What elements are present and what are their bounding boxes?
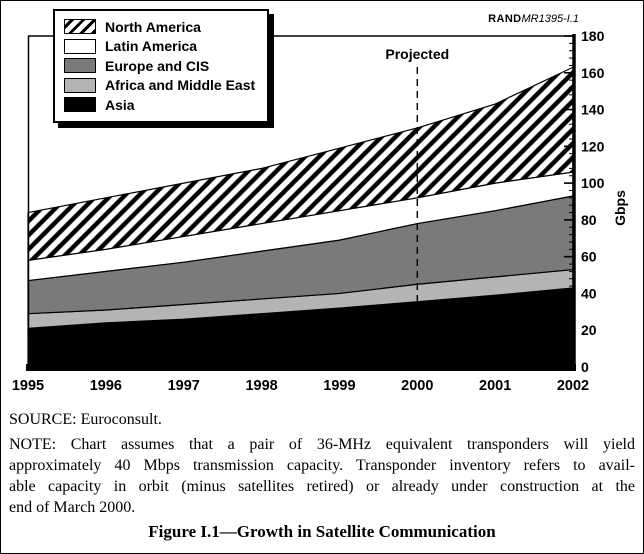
legend-item-africa-middle-east bbox=[64, 76, 255, 96]
chart-legend bbox=[53, 9, 269, 123]
x-tick-label: 2002 bbox=[556, 378, 590, 394]
note-line: approximately 40 Mbps transmission capacity. Transponder inventory refers to avail- bbox=[9, 457, 635, 474]
x-tick-label: 1996 bbox=[89, 378, 122, 394]
y-tick-label: 80 bbox=[581, 211, 597, 228]
note-text bbox=[9, 434, 635, 518]
bottom-axis-bar bbox=[26, 364, 576, 371]
north-america-hatch-swatch bbox=[64, 19, 96, 34]
report-number: MR1395-I.1 bbox=[521, 13, 579, 25]
legend-item-north-america bbox=[64, 17, 255, 37]
x-tick-label: 1999 bbox=[323, 378, 356, 394]
note-line: able capacity in orbit (minus satellites retired) or already under construction at the bbox=[9, 478, 635, 495]
legend-item-europe-cis bbox=[64, 56, 255, 76]
x-tick-label: 2000 bbox=[401, 378, 434, 394]
legend-item-latin-america bbox=[64, 37, 255, 57]
y-tick-label: 160 bbox=[581, 64, 605, 81]
note-line: NOTE: Chart assumes that a pair of 36-MHz equivalent transponders will yield bbox=[9, 436, 635, 453]
x-tick-label: 1997 bbox=[167, 378, 200, 394]
projected-label: Projected bbox=[385, 46, 450, 62]
y-tick-label: 20 bbox=[581, 322, 597, 339]
legend-label: North America bbox=[105, 18, 201, 35]
y-tick-label: 180 bbox=[581, 28, 605, 44]
africa-middle-east-swatch bbox=[64, 78, 96, 93]
y-tick-label: 0 bbox=[581, 359, 589, 375]
latin-america-swatch bbox=[64, 39, 96, 54]
x-tick-label: 2001 bbox=[479, 378, 512, 394]
document-id bbox=[488, 14, 579, 25]
y-tick-label: 140 bbox=[581, 101, 605, 118]
europe-cis-swatch bbox=[64, 58, 96, 73]
legend-label: Africa and Middle East bbox=[105, 77, 256, 94]
source-line: SOURCE: Euroconsult. bbox=[9, 411, 162, 428]
y-tick-label: 60 bbox=[581, 248, 597, 265]
legend-item-asia bbox=[64, 95, 255, 115]
x-tick-label: 1995 bbox=[11, 378, 45, 394]
y-tick-label: 120 bbox=[581, 138, 605, 155]
figure-caption: Figure I.1—Growth in Satellite Communication bbox=[148, 522, 496, 541]
x-tick-label: 1998 bbox=[245, 378, 278, 394]
legend-label: Latin America bbox=[105, 38, 198, 55]
note-line: end of March 2000. bbox=[9, 499, 136, 516]
legend-label: Europe and CIS bbox=[105, 57, 210, 74]
legend-label: Asia bbox=[105, 96, 135, 113]
asia-swatch bbox=[64, 97, 96, 112]
y-tick-label: 100 bbox=[581, 175, 605, 192]
y-tick-label: 40 bbox=[581, 285, 597, 302]
y-axis-title: Gbps bbox=[612, 190, 628, 226]
rand-brand: RAND bbox=[488, 13, 522, 25]
